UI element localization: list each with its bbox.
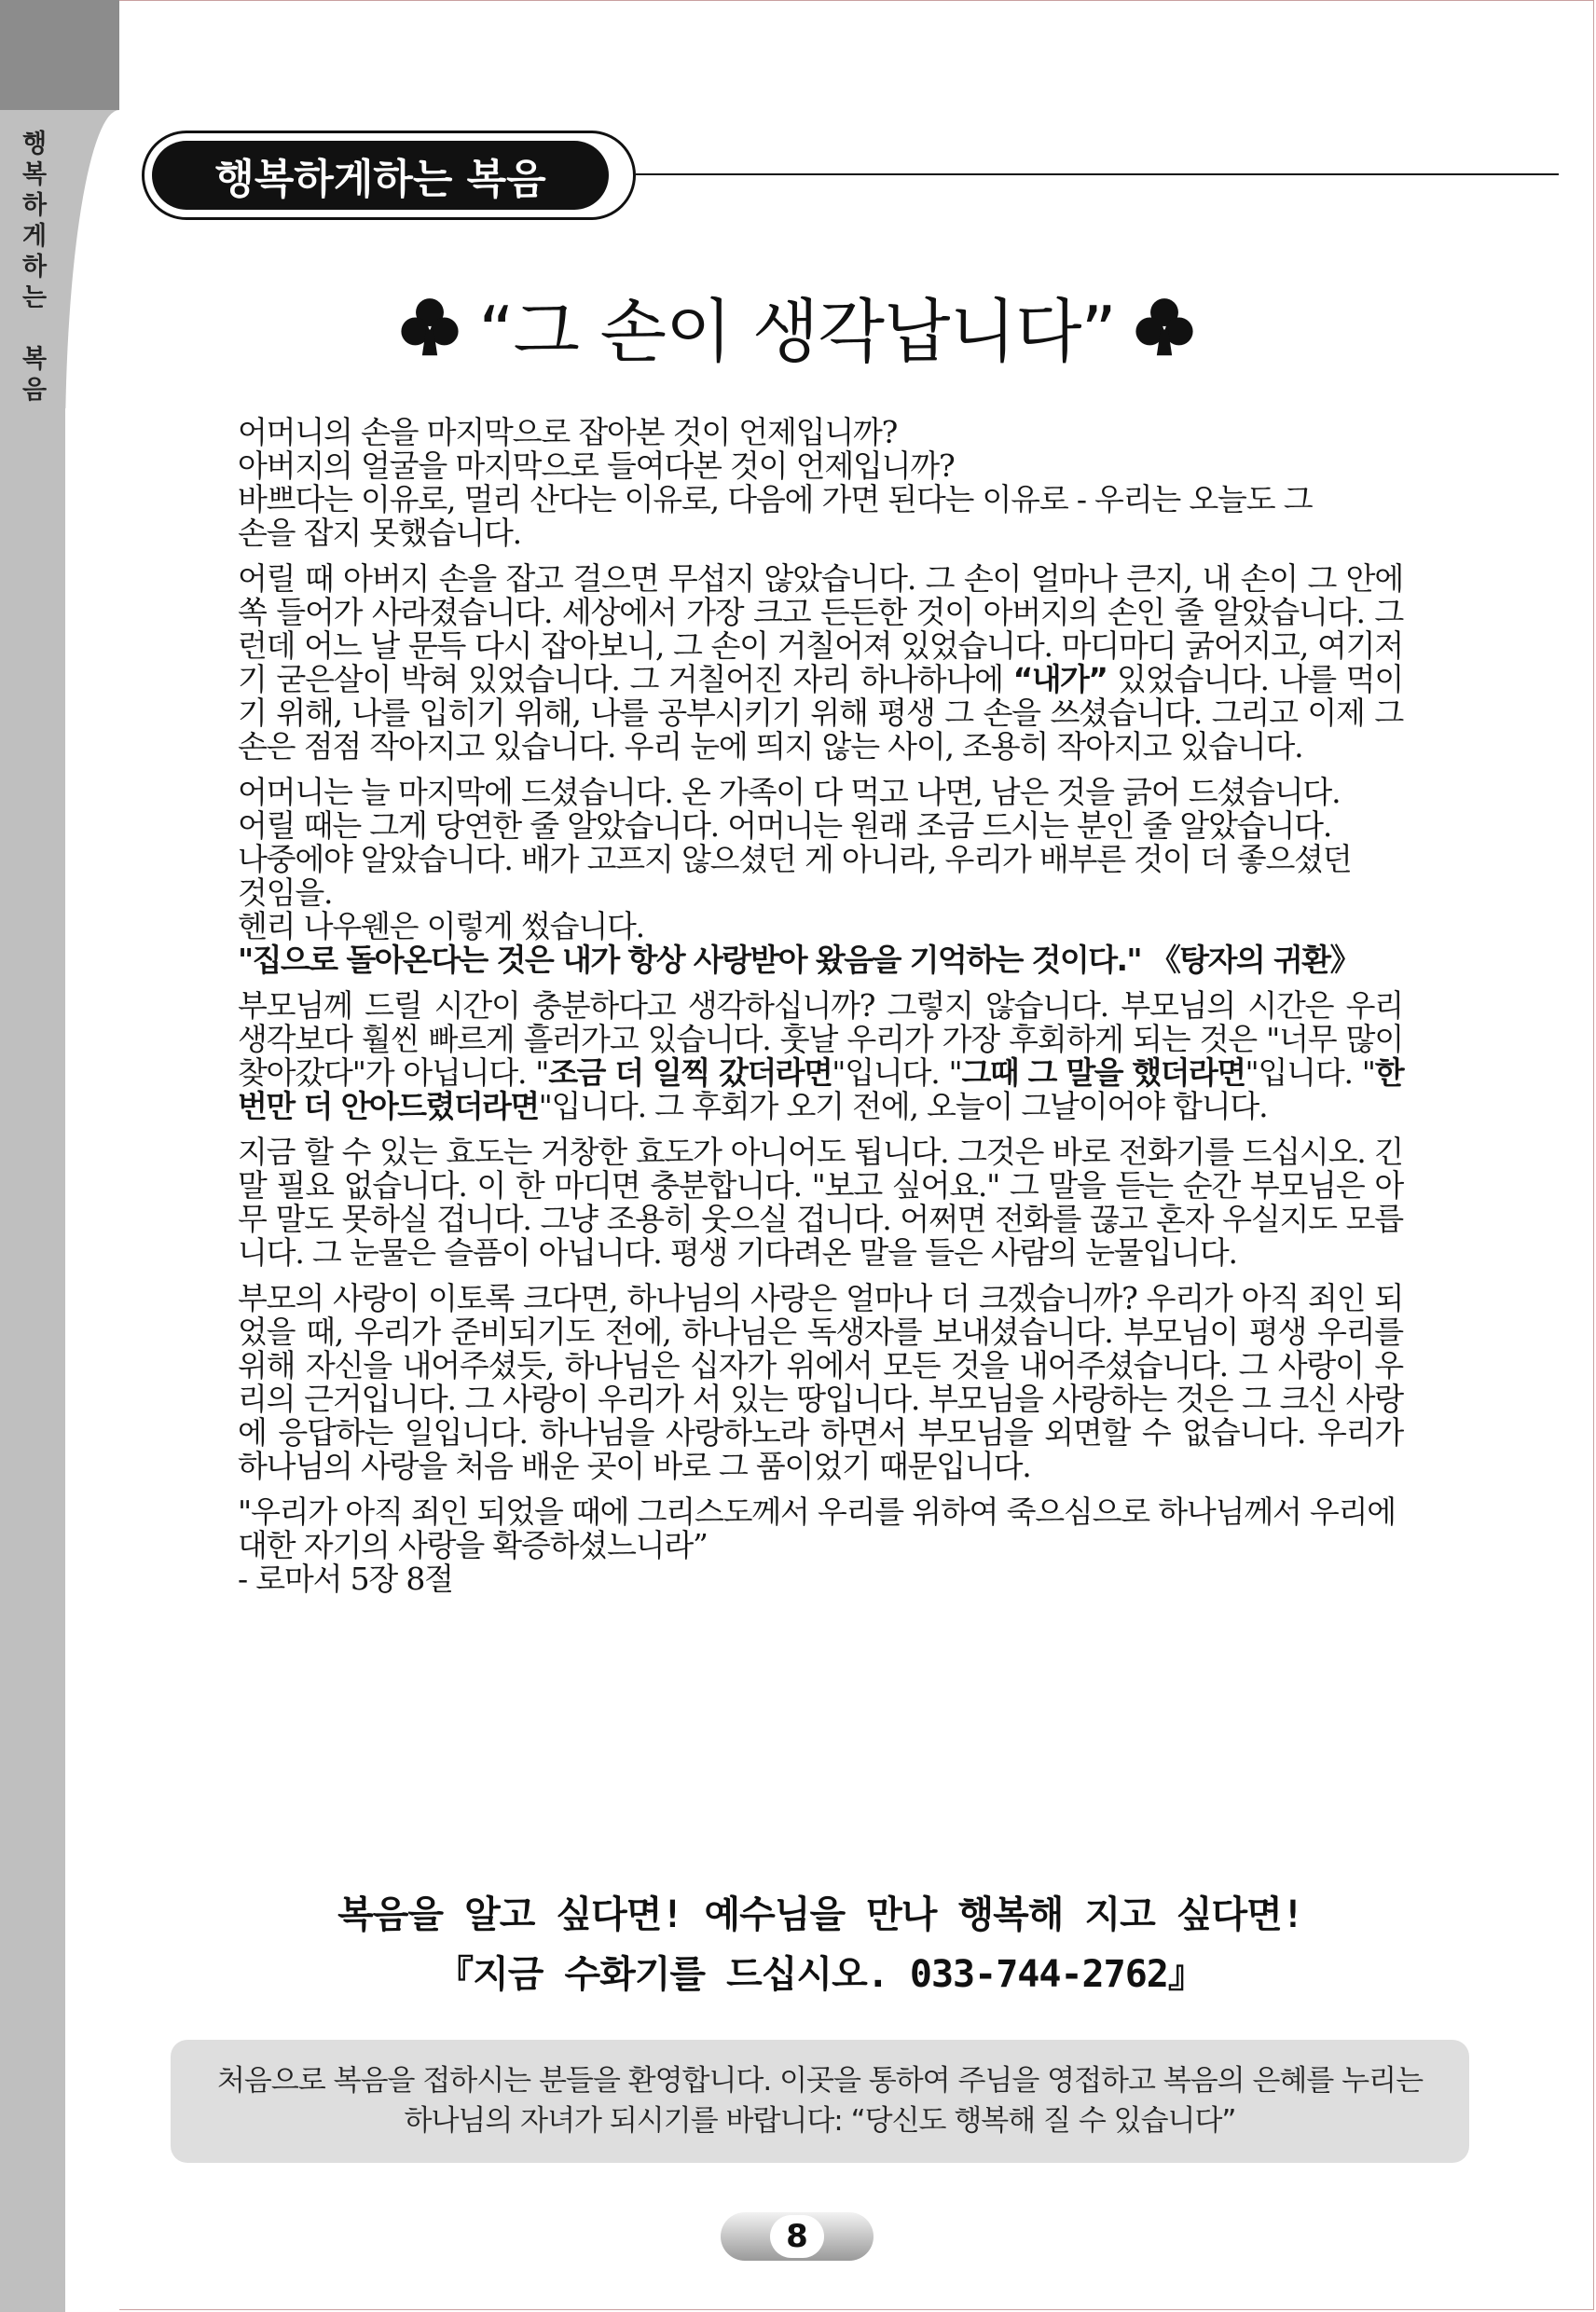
- text-run: "입니다. 그 후회가 오기 전에, 오늘이 그날이어야 합니다.: [538, 1088, 1268, 1124]
- text-line: 어머니의 손을 마지막으로 잡아본 것이 언제입니까?: [238, 414, 898, 450]
- club-icon: [398, 293, 461, 360]
- cta-line-2: 『지금 수화기를 드십시오. 033-744-2762』: [436, 1953, 1204, 1996]
- verse-text: "우리가 아직 죄인 되었을 때에 그리스도께서 우리를 위하여 죽으심으로 하나님께서 우리에 대한 자기의 사랑을 확증하셨느니라”: [238, 1493, 1396, 1563]
- quote-line: "집으로 돌아온다는 것은 내가 항상 사랑받아 왔음을 기억하는 것이다." 《탕자의 귀환》: [238, 942, 1359, 978]
- text-line: 어머니는 늘 마지막에 드셨습니다. 온 가족이 다 먹고 나면, 남은 것을 긁어 드셨습니다.: [238, 774, 1341, 810]
- text-run: 어릴 때 아버지 손을 잡고 걸으면 무섭지 않았습니다. 그 손이 얼마나 큰지, 내 손이 그 안에 쏙 들어가 사라졌습니다. 세상에서 가장 크고 든든한 것이 아버지의 손인 줄 알았습니다. 그런데 어느 날 문득 다시 잡아보니, 그 손이 거칠어져 있었습니다. 마디마디 굵어지고, 여기저기 굳은살이 박혀 있었습니다. 그 거칠어진 자리 하나하나에: [238, 560, 1403, 697]
- article-body: [238, 416, 1403, 1608]
- text-line: 아버지의 얼굴을 마지막으로 들여다본 것이 언제입니까?: [238, 447, 955, 484]
- emphasis-text: “내가”: [1012, 661, 1108, 697]
- cta-line-1: 복음을 알고 싶다면! 예수님을 만나 행복해 지고 싶다면!: [337, 1893, 1303, 1936]
- text-run: "입니다. ": [1245, 1054, 1375, 1091]
- page-number-badge: [721, 2212, 874, 2261]
- club-icon: [1133, 293, 1196, 360]
- section-tag: [142, 131, 636, 220]
- sidebar-top-block: [0, 0, 119, 110]
- header-rule: [636, 173, 1559, 175]
- emphasis-text: 한 번만 더 안아드렸더라면: [238, 1054, 1403, 1124]
- paragraph-2: [238, 562, 1403, 764]
- text-run: 부모님께 드릴 시간이 충분하다고 생각하십니까? 그렇지 않습니다. 부모님의 시간은 우리 생각보다 훨씬 빠르게 흘러가고 있습니다. 훗날 우리가 가장 후회하게 되는 것은 "너무 많이 찾아갔다"가 아닙니다. ": [238, 987, 1403, 1091]
- text-line: 것임을.: [238, 874, 333, 911]
- text-run: "입니다. ": [832, 1054, 962, 1091]
- paragraph-4: [238, 989, 1403, 1123]
- paragraph-6: 부모의 사랑이 이토록 크다면, 하나님의 사랑은 얼마나 더 크겠습니까? 우리가 아직 죄인 되었을 때, 우리가 준비되기도 전에, 하나님은 독생자를 보내셨습니다. 부모님이 평생 우리를 위해 자신을 내어주셨듯, 하나님은 십자가 위에서 모든 것을 내어주셨습니다. 그 사랑이 우리의 근거입니다. 그 사랑이 우리가 서 있는 땅입니다. 부모님을 사랑하는 것은 그 크신 사랑에 응답하는 일입니다. 하나님을 사랑하노라 하면서 부모님을 외면할 수 없습니다. 우리가 하나님의 사랑을 처음 배운 곳이 바로 그 품이었기 때문입니다.: [238, 1280, 1403, 1484]
- page-number: 8: [770, 2215, 824, 2258]
- text-line: 헨리 나우웬은 이렇게 썼습니다.: [238, 908, 644, 944]
- sidebar-strip: [0, 110, 65, 2312]
- text-line: 바쁘다는 이유로, 멀리 산다는 이유로, 다음에 가면 된다는 이유로 - 우리는 오늘도 그: [238, 481, 1313, 517]
- paragraph-1: [238, 416, 1403, 550]
- title-text: “그 손이 생각납니다”: [478, 292, 1116, 372]
- verse-reference: - 로마서 5장 8절: [238, 1561, 453, 1597]
- emphasis-text: 조금 더 일찍 갔더라면: [548, 1054, 832, 1091]
- sidebar-vertical-title: 행 복 하 게 하 는 복 음: [21, 130, 48, 405]
- bible-verse: [238, 1495, 1403, 1596]
- section-tag-label: 행복하게하는 복음: [152, 141, 609, 210]
- emphasis-text: 그때 그 말을 했더라면: [961, 1054, 1245, 1091]
- sidebar-curve: [65, 110, 119, 2312]
- call-to-action: [238, 1885, 1403, 2004]
- paragraph-5: 지금 할 수 있는 효도는 거창한 효도가 아니어도 됩니다. 그것은 바로 전화기를 드십시오. 긴 말 필요 없습니다. 이 한 마디면 충분합니다. "보고 싶어요." 그 말을 듣는 순간 부모님은 아무 말도 못하실 겁니다. 그냥 조용히 웃으실 겁니다. 어쩌면 전화를 끊고 혼자 우실지도 모릅니다. 그 눈물은 슬픔이 아닙니다. 평생 기다려온 말을 들은 사람의 눈물입니다.: [238, 1134, 1403, 1271]
- welcome-box: [171, 2040, 1469, 2163]
- welcome-line-1: 처음으로 복음을 접하시는 분들을 환영합니다. 이곳을 통하여 주님을 영접하고 복음의 은혜를 누리는: [216, 2064, 1424, 2098]
- article-title: [233, 275, 1361, 378]
- text-run: 있었습니다. 나를 먹이기 위해, 나를 입히기 위해, 나를 공부시키기 위해 평생 그 손을 쓰셨습니다. 그리고 이제 그 손은 점점 작아지고 있습니다. 우리 눈에 띄지 않는 사이, 조용히 작아지고 있습니다.: [238, 661, 1403, 764]
- text-line: 나중에야 알았습니다. 배가 고프지 않으셨던 게 아니라, 우리가 배부른 것이 더 좋으셨던: [238, 841, 1352, 877]
- text-line: 손을 잡지 못했습니다.: [238, 515, 521, 551]
- paragraph-3: [238, 776, 1403, 977]
- welcome-line-2: 하나님의 자녀가 되시기를 바랍니다: “당신도 행복해 질 수 있습니다”: [404, 2104, 1236, 2138]
- text-line: 어릴 때는 그게 당연한 줄 알았습니다. 어머니는 원래 조금 드시는 분인 줄 알았습니다.: [238, 807, 1332, 844]
